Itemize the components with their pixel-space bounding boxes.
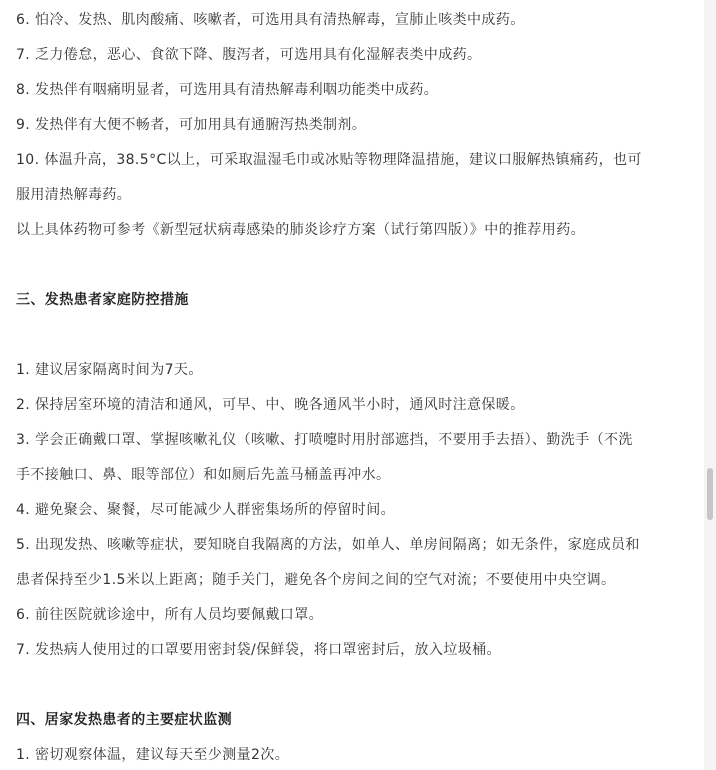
text-line: 9. 发热伴有大便不畅者，可加用具有通腑泻热类制剂。: [16, 117, 367, 133]
vertical-scrollbar[interactable]: [704, 0, 716, 770]
text-line: 6. 前往医院就诊途中，所有人员均要佩戴口罩。: [16, 607, 324, 623]
text-line: 2. 保持居室环境的清洁和通风，可早、中、晚各通风半小时，通风时注意保暖。: [16, 397, 525, 413]
text-line: 4. 避免聚会、聚餐，尽可能减少人群密集场所的停留时间。: [16, 502, 396, 518]
text-line: 3. 学会正确戴口罩、掌握咳嗽礼仪（咳嗽、打喷嚏时用肘部遮挡，不要用手去捂）、勤洗手（不洗: [16, 432, 633, 448]
text-line: 手不接触口、鼻、眼等部位）和如厕后先盖马桶盖再冲水。: [16, 467, 391, 483]
text-line: 6. 怕冷、发热、肌肉酸痛、咳嗽者，可选用具有清热解毒，宣肺止咳类中成药。: [16, 12, 525, 28]
text-line: 5. 出现发热、咳嗽等症状，要知晓自我隔离的方法，如单人、单房间隔离；如无条件，家庭成员和: [16, 537, 640, 553]
text-line: 患者保持至少1.5米以上距离；随手关门，避免各个房间之间的空气对流；不要使用中央空调。: [16, 572, 616, 588]
section-heading: 三、发热患者家庭防控措施: [16, 292, 189, 308]
text-line: 以上具体药物可参考《新型冠状病毒感染的肺炎诊疗方案（试行第四版）》中的推荐用药。: [16, 222, 585, 238]
text-line: 10. 体温升高，38.5°C以上，可采取温湿毛巾或冰贴等物理降温措施，建议口服解热镇痛药，也可: [16, 152, 642, 168]
text-line: 7. 乏力倦怠，恶心、食欲下降、腹泻者，可选用具有化湿解表类中成药。: [16, 47, 482, 63]
text-line: 7. 发热病人使用过的口罩要用密封袋/保鲜袋，将口罩密封后，放入垃圾桶。: [16, 642, 501, 658]
scrollbar-thumb[interactable]: [707, 468, 713, 520]
text-line: 8. 发热伴有咽痛明显者，可选用具有清热解毒利咽功能类中成药。: [16, 82, 439, 98]
text-line: 1. 建议居家隔离时间为7天。: [16, 362, 203, 378]
section-heading: 四、居家发热患者的主要症状监测: [16, 712, 232, 728]
text-line: 服用清热解毒药。: [16, 187, 132, 203]
text-line: 1. 密切观察体温，建议每天至少测量2次。: [16, 747, 290, 763]
